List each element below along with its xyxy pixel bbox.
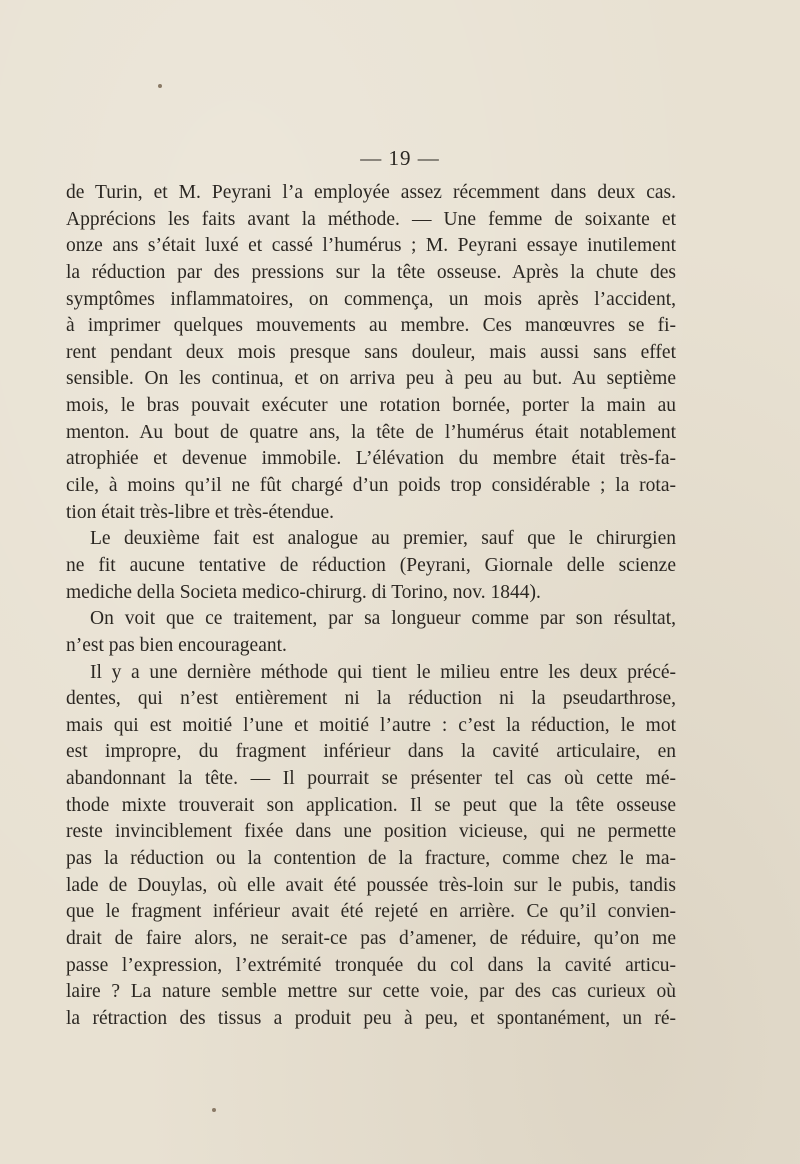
text-line: rent pendant deux mois presque sans douleur, mais aussi sans effet [66,341,676,363]
text-line: laire ? La nature semble mettre sur cette voie, par des cas curieux où [66,981,676,1003]
text-line: n’est pas bien encourageant. [66,634,287,656]
text-line: la rétraction des tissus a produit peu à peu, et spontanément, un ré- [66,1007,676,1029]
text-line: la réduction par des pressions sur la tête osseuse. Après la chute des [66,261,676,283]
paper-spot [158,84,162,88]
text-line: lade de Douylas, où elle avait été poussée très-loin sur le pubis, tandis [66,874,676,896]
text-line: passe l’expression, l’extrémité tronquée du col dans la cavité articu- [66,954,676,976]
text-line: thode mixte trouverait son application. Il se peut que la tête osseuse [66,794,676,816]
text-line: abandonnant la tête. — Il pourrait se présenter tel cas où cette mé- [66,768,676,790]
text-line: Il y a une dernière méthode qui tient le milieu entre les deux précé- [90,661,676,683]
text-line: atrophiée et devenue immobile. L’élévation du membre était très-fa- [66,448,676,470]
text-line: sensible. On les continua, et on arriva peu à peu au but. Au septième [66,368,676,390]
text-line: tion était très-libre et très-étendue. [66,501,335,523]
text-line: à imprimer quelques mouvements au membre. Ces manœuvres se fi- [66,315,676,337]
text-line: dentes, qui n’est entièrement ni la réduction ni la pseudarthrose, [66,688,676,710]
text-line: onze ans s’était luxé et cassé l’humérus ; M. Peyrani essaye inutilement [66,235,676,257]
text-line: mois, le bras pouvait exécuter une rotation bornée, porter la main au [66,395,676,417]
text-line: que le fragment inférieur avait été rejeté en arrière. Ce qu’il convien- [66,901,676,923]
text-line: mais qui est moitié l’une et moitié l’autre : c’est la réduction, le mot [66,714,676,736]
text-line: mediche della Societa medico-chirurg. di Torino, nov. 1844). [66,581,541,603]
text-line: Le deuxième fait est analogue au premier, sauf que le chirurgien [90,528,676,550]
body-text [66,180,676,1033]
text-line: est impropre, du fragment inférieur dans la cavité articulaire, en [66,741,676,763]
text-line: Apprécions les faits avant la méthode. — Une femme de soixante et [66,208,676,230]
text-line: cile, à moins qu’il ne fût chargé d’un poids trop considérable ; la rota- [66,475,676,497]
text-line: ne fit aucune tentative de réduction (Peyrani, Giornale delle scienze [66,554,676,576]
text-line: drait de faire alors, ne serait-ce pas d’amener, de réduire, qu’on me [66,927,676,949]
text-line: On voit que ce traitement, par sa longueur comme par son résultat, [90,608,676,630]
paper-spot [212,1108,216,1112]
text-line: symptômes inflammatoires, on commença, un mois après l’accident, [66,288,676,310]
text-line: pas la réduction ou la contention de la fracture, comme chez le ma- [66,848,676,870]
text-line: reste invinciblement fixée dans une position vicieuse, qui ne permette [66,821,676,843]
text-line: menton. Au bout de quatre ans, la tête de l’humérus était notablement [66,421,676,443]
page-number: — 19 — [360,146,440,170]
text-line: de Turin, et M. Peyrani l’a employée assez récemment dans deux cas. [66,182,676,203]
